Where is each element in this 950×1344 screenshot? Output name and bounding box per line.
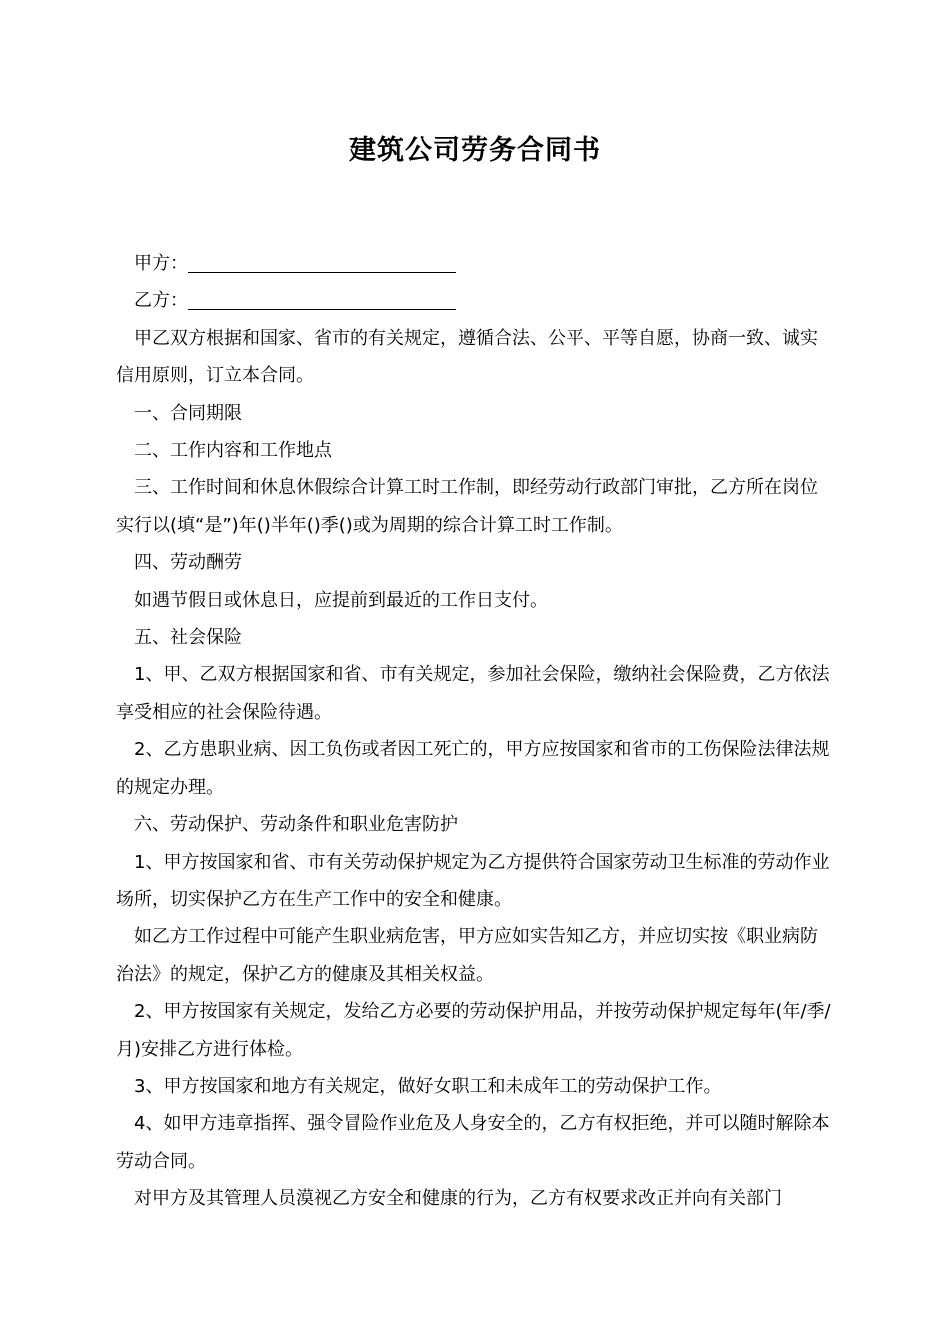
social-insurance-item-1: 1、甲、乙双方根据国家和省、市有关规定，参加社会保险，缴纳社会保险费，乙方依法享受相应的社会保险待遇。	[116, 664, 830, 723]
intro-paragraph: 甲乙双方根据和国家、省市的有关规定，遵循合法、公平、平等自愿，协商一致、诚实信用原则，订立本合同。	[116, 327, 818, 387]
section-heading-remuneration: 四、劳动酬劳	[134, 552, 242, 574]
document-title: 建筑公司劳务合同书	[349, 135, 601, 166]
labor-protection-item-3: 3、甲方按国家和地方有关规定，做好女职工和未成年工的劳动保护工作。	[134, 1075, 722, 1097]
document-body	[116, 245, 834, 1218]
party-a-line	[116, 245, 834, 282]
social-insurance-item-2: 2、乙方患职业病、因工负伤或者因工死亡的，甲方应按国家和省市的工伤保险法律法规的规定办理。	[116, 739, 830, 798]
occupational-disease-paragraph: 如乙方工作过程中可能产生职业病危害，甲方应如实告知乙方，并应切实按《职业病防治法》的规定，保护乙方的健康及其相关权益。	[116, 926, 818, 985]
remuneration-paragraph: 如遇节假日或休息日，应提前到最近的工作日支付。	[134, 589, 548, 611]
section-heading-labor-protection: 六、劳动保护、劳动条件和职业危害防护	[134, 814, 458, 836]
labor-protection-item-4: 4、如甲方违章指挥、强令冒险作业危及人身安全的，乙方有权拒绝，并可以随时解除本劳动合同。	[116, 1113, 830, 1172]
section-working-hours: 三、工作时间和休息休假综合计算工时工作制，即经劳动行政部门审批，乙方所在岗位实行以(填“是”)年()半年()季()或为周期的综合计算工时工作制。	[116, 477, 818, 536]
labor-protection-item-1: 1、甲方按国家和省、市有关劳动保护规定为乙方提供符合国家劳动卫生标准的劳动作业场所，切实保护乙方在生产工作中的安全和健康。	[116, 851, 830, 910]
management-safety-paragraph: 对甲方及其管理人员漠视乙方安全和健康的行为，乙方有权要求改正并向有关部门	[134, 1188, 782, 1210]
party-a-label: 甲方：	[134, 253, 188, 274]
section-heading-term: 一、合同期限	[134, 402, 242, 424]
party-b-label: 乙方：	[134, 290, 188, 312]
party-a-blank	[188, 271, 456, 273]
labor-protection-item-2: 2、甲方按国家有关规定，发给乙方必要的劳动保护用品，并按劳动保护规定每年(年/季/月)安排乙方进行体检。	[116, 1001, 831, 1060]
party-b-line	[116, 282, 834, 319]
section-heading-social-insurance: 五、社会保险	[134, 627, 242, 649]
section-heading-work-content: 二、工作内容和工作地点	[134, 440, 332, 462]
party-b-blank	[188, 308, 456, 310]
